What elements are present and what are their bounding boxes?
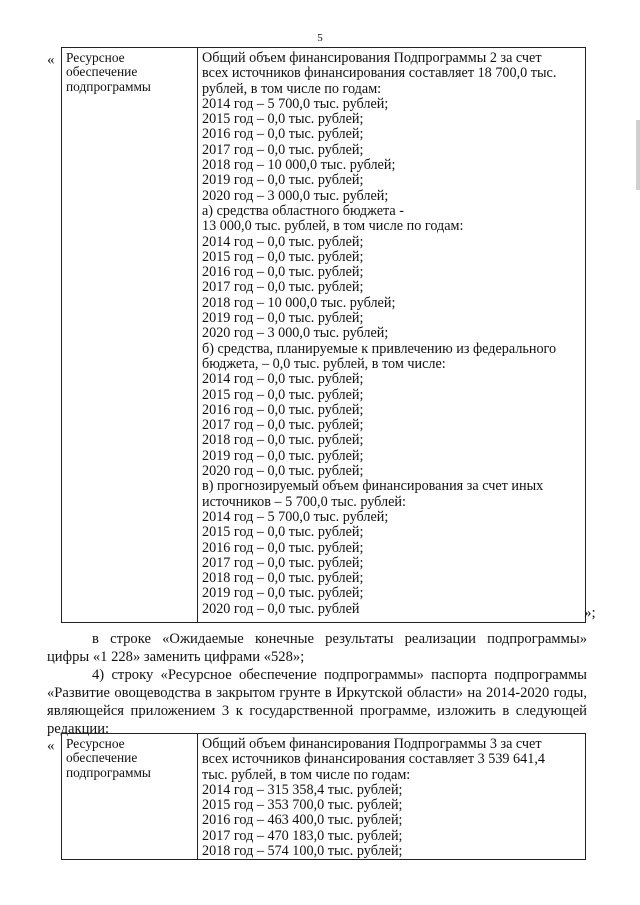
funding-line: 2014 год – 5 700,0 тыс. рублей; [202, 508, 389, 525]
close-quote-1: »; [584, 605, 596, 621]
funding-line: тыс. рублей, в том числе по годам: [202, 766, 411, 783]
funding-line: 2017 год – 0,0 тыс. рублей; [202, 417, 364, 434]
funding-line: 2019 год – 0,0 тыс. рублей; [202, 310, 364, 327]
funding-line: 2020 год – 0,0 тыс. рублей [202, 600, 360, 617]
row-name-line: подпрограммы [66, 78, 151, 94]
funding-line: 2015 год – 0,0 тыс. рублей; [202, 524, 364, 541]
row-name-line: подпрограммы [66, 764, 151, 780]
row-value-cell [198, 734, 586, 860]
funding-line: 2018 год – 0,0 тыс. рублей; [202, 432, 364, 449]
row-name-cell [62, 734, 198, 860]
resource-table-subprogram-2 [61, 47, 586, 623]
resource-table-subprogram-3 [61, 733, 586, 860]
page-number: 5 [317, 32, 323, 44]
funding-line: 2018 год – 10 000,0 тыс. рублей; [202, 294, 396, 311]
funding-line: 2016 год – 0,0 тыс. рублей; [202, 539, 364, 556]
funding-line: 2015 год – 0,0 тыс. рублей; [202, 111, 364, 128]
funding-line: 2015 год – 0,0 тыс. рублей; [202, 386, 364, 403]
funding-line: Общий объем финансирования Подпрограммы 3 за счет [202, 736, 542, 752]
funding-line: всех источников финансирования составляет 18 700,0 тыс. [202, 65, 557, 82]
funding-line: 2016 год – 0,0 тыс. рублей; [202, 126, 364, 143]
funding-line: 2015 год – 0,0 тыс. рублей; [202, 248, 364, 265]
funding-line: 2015 год – 353 700,0 тыс. рублей; [202, 797, 403, 814]
scan-edge-mark [636, 120, 640, 190]
funding-line: 2019 год – 0,0 тыс. рублей; [202, 447, 364, 464]
funding-line: 2017 год – 470 183,0 тыс. рублей; [202, 827, 403, 844]
funding-line: 2017 год – 0,0 тыс. рублей; [202, 141, 364, 158]
funding-line: 2014 год – 0,0 тыс. рублей; [202, 371, 364, 388]
funding-line: 13 000,0 тыс. рублей, в том числе по годам: [202, 218, 464, 235]
funding-line: 2014 год – 315 358,4 тыс. рублей; [202, 781, 403, 798]
paragraph-replace-figures: в строке «Ожидаемые конечные результаты реализации подпрограммы» цифры «1 228» заменить цифрами «528»; [47, 631, 587, 665]
funding-line: 2016 год – 0,0 тыс. рублей; [202, 401, 364, 418]
funding-line: 2020 год – 0,0 тыс. рублей; [202, 463, 364, 480]
funding-line: в) прогнозируемый объем финансирования за счет иных [202, 478, 544, 495]
row-name-line: Ресурсное [66, 736, 125, 751]
funding-line: 2016 год – 0,0 тыс. рублей; [202, 264, 364, 281]
funding-line: а) средства областного бюджета - [202, 202, 404, 219]
funding-line: 2018 год – 574 100,0 тыс. рублей; [202, 843, 403, 860]
row-name-line: обеспечение [66, 64, 138, 80]
funding-line: 2020 год – 3 000,0 тыс. рублей; [202, 325, 389, 342]
funding-line: 2020 год – 3 000,0 тыс. рублей; [202, 187, 389, 204]
row-value-cell [198, 48, 586, 623]
row-name-line: Ресурсное [66, 50, 125, 65]
funding-line: 2019 год – 0,0 тыс. рублей; [202, 585, 364, 602]
funding-line: 2014 год – 0,0 тыс. рублей; [202, 233, 364, 250]
row-name-cell [62, 48, 198, 623]
funding-line: Общий объем финансирования Подпрограммы 2 за счет [202, 50, 542, 66]
funding-line: источников – 5 700,0 тыс. рублей: [202, 493, 406, 510]
funding-line: 2018 год – 10 000,0 тыс. рублей; [202, 157, 396, 174]
row-name-line: обеспечение [66, 750, 138, 766]
funding-line: бюджета, – 0,0 тыс. рублей, в том числе: [202, 355, 446, 372]
paragraph-item-4: 4) строку «Ресурсное обеспечение подпрограммы» паспорта подпрограммы «Развитие овощеводства в закрытом грунте в Иркутской области» на 2014-2020 годы, являющейся приложением 3 к государственной программе, изложить в следующей редакции: [47, 667, 587, 737]
funding-line: 2016 год – 463 400,0 тыс. рублей; [202, 812, 403, 829]
funding-line: 2017 год – 0,0 тыс. рублей; [202, 279, 364, 296]
funding-line: 2019 год – 0,0 тыс. рублей; [202, 172, 364, 189]
funding-line: 2014 год – 5 700,0 тыс. рублей; [202, 95, 389, 112]
funding-line: рублей, в том числе по годам: [202, 80, 382, 97]
funding-line: 2018 год – 0,0 тыс. рублей; [202, 570, 364, 587]
open-quote-2: « [47, 738, 55, 754]
open-quote-1: « [47, 52, 55, 68]
funding-line: б) средства, планируемые к привлечению из федерального [202, 340, 557, 357]
funding-line: 2017 год – 0,0 тыс. рублей; [202, 554, 364, 571]
funding-line: всех источников финансирования составляет 3 539 641,4 [202, 751, 545, 768]
